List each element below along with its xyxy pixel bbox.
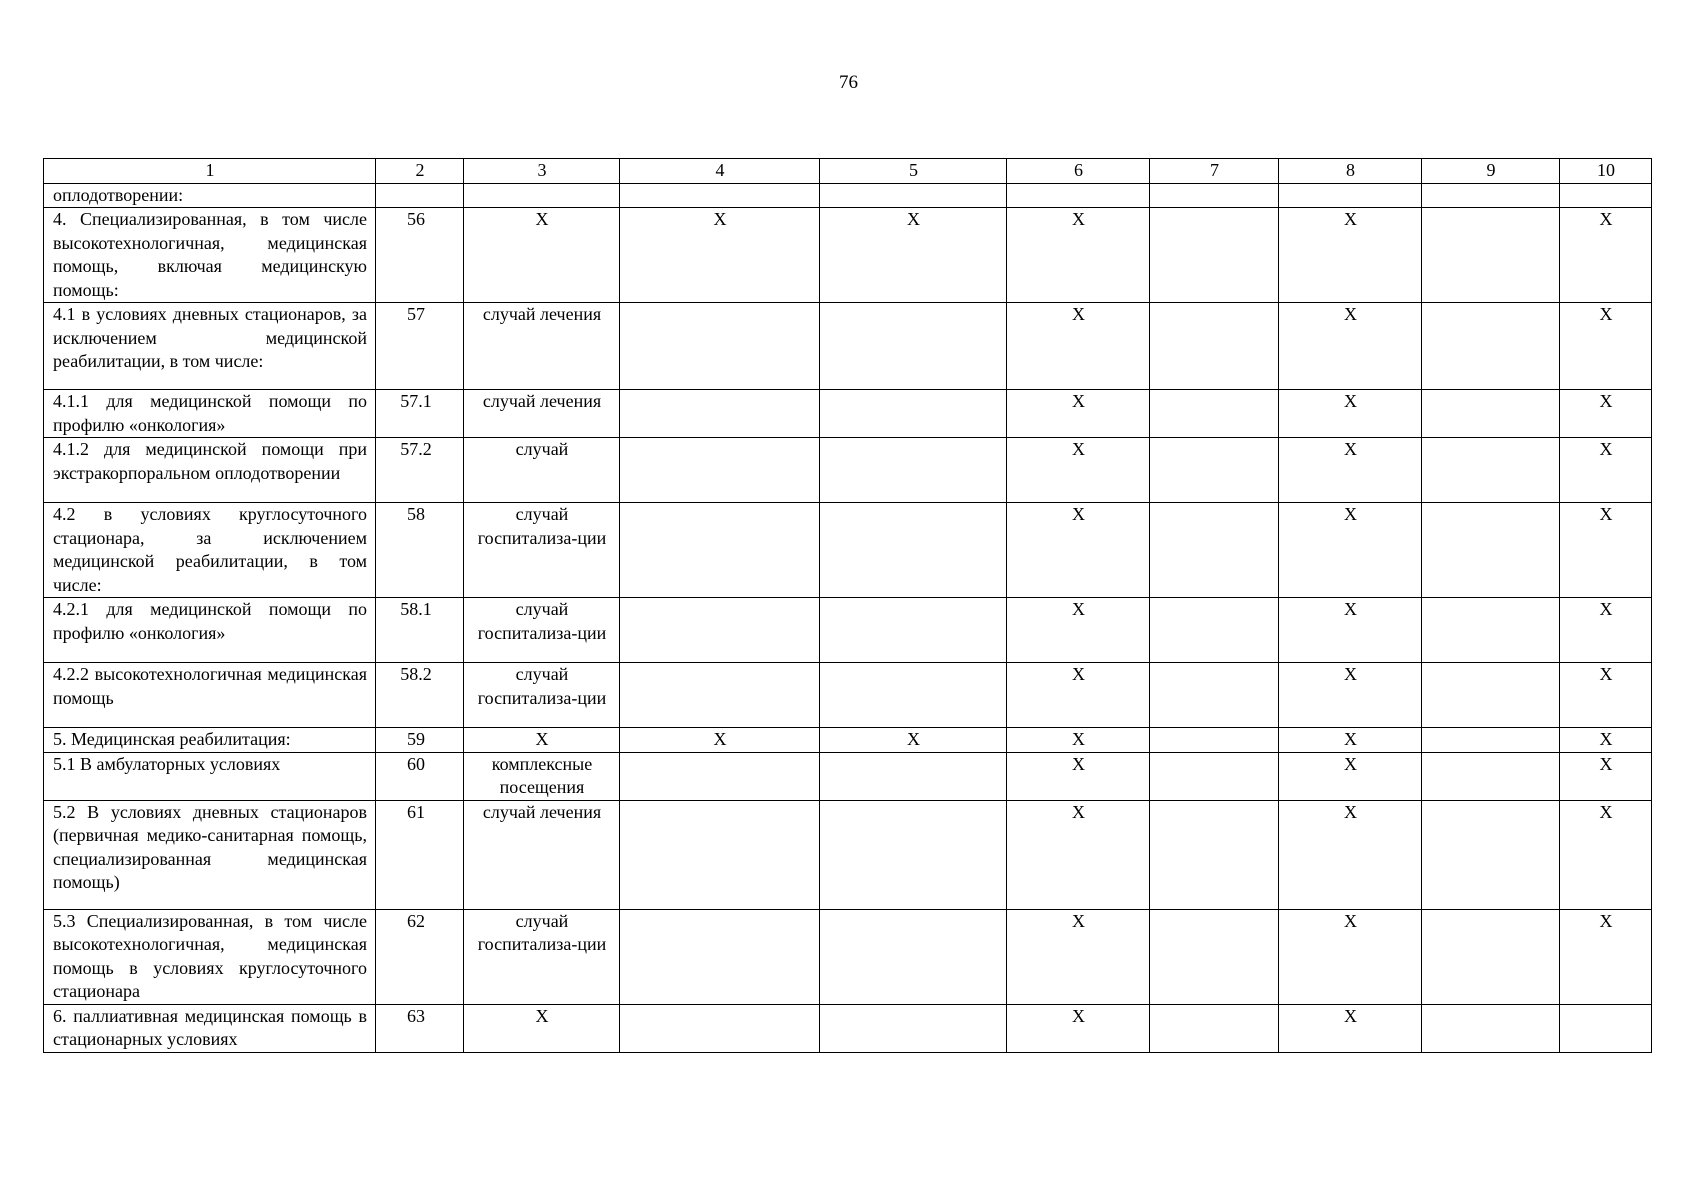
table-row [44,598,1652,663]
table-cell-col-10: Х [1560,800,1652,909]
table-cell-col-3: случай лечения [464,390,620,438]
table-cell-col-9 [1422,663,1560,728]
table-cell-col-7 [1150,598,1279,663]
table-cell-col-10: Х [1560,390,1652,438]
column-number-9: 9 [1422,159,1560,184]
table-cell-col-9 [1422,1004,1560,1052]
row-name: 4.2 в условиях круглосуточного стационара, за исключением медицинской реабилитации, в том числе: [44,503,376,598]
table-cell-col-8: Х [1279,752,1422,800]
table-row [44,663,1652,728]
table-cell-col-8: Х [1279,728,1422,753]
table-cell-col-7 [1150,208,1279,303]
table-cell-col-9 [1422,752,1560,800]
table-cell-col-3: случай госпитализа-ции [464,663,620,728]
table-cell-col-4: Х [620,728,820,753]
table-cell-col-6: Х [1007,390,1150,438]
row-code: 57.2 [376,438,464,503]
table-row [44,800,1652,909]
table-cell-col-8: Х [1279,800,1422,909]
table-cell-col-5 [820,800,1007,909]
table-row [44,390,1652,438]
row-code [376,183,464,208]
table-cell-col-9 [1422,503,1560,598]
column-number-1: 1 [44,159,376,184]
table-cell-col-9 [1422,800,1560,909]
table-cell-col-9 [1422,208,1560,303]
table-cell-col-8: Х [1279,438,1422,503]
table-cell-col-5: Х [820,728,1007,753]
table-row [44,303,1652,390]
table-cell-col-5 [820,909,1007,1004]
table-cell-col-5 [820,503,1007,598]
table-row [44,752,1652,800]
table-cell-col-8: Х [1279,1004,1422,1052]
table-cell-col-6: Х [1007,438,1150,503]
table-cell-col-10: Х [1560,303,1652,390]
table-cell-col-3: случай [464,438,620,503]
table-cell-col-4 [620,909,820,1004]
column-number-7: 7 [1150,159,1279,184]
table-cell-col-10: Х [1560,909,1652,1004]
table-row [44,208,1652,303]
table-cell-col-10: Х [1560,663,1652,728]
row-code: 61 [376,800,464,909]
table-cell-col-9 [1422,598,1560,663]
table-cell-col-5: Х [820,208,1007,303]
column-number-6: 6 [1007,159,1150,184]
table-cell-col-7 [1150,390,1279,438]
row-name: 4.1 в условиях дневных стационаров, за исключением медицинской реабилитации, в том числе: [44,303,376,390]
table-cell-col-8: Х [1279,303,1422,390]
row-name: 4. Специализированная, в том числе высокотехнологичная, медицинская помощь, включая медицинскую помощь: [44,208,376,303]
table-cell-col-9 [1422,909,1560,1004]
table-cell-col-4 [620,183,820,208]
column-number-3: 3 [464,159,620,184]
table-cell-col-6: Х [1007,800,1150,909]
table-cell-col-7 [1150,752,1279,800]
column-number-4: 4 [620,159,820,184]
data-table [43,158,1652,1053]
table-cell-col-5 [820,752,1007,800]
column-number-2: 2 [376,159,464,184]
table-cell-col-9 [1422,728,1560,753]
table-cell-col-7 [1150,303,1279,390]
table-cell-col-3: случай госпитализа-ции [464,503,620,598]
table-cell-col-6 [1007,183,1150,208]
row-name: 4.1.2 для медицинской помощи при экстракорпоральном оплодотворении [44,438,376,503]
table-cell-col-7 [1150,1004,1279,1052]
row-code: 57 [376,303,464,390]
table-cell-col-3: случай госпитализа-ции [464,909,620,1004]
table-row [44,728,1652,753]
table-cell-col-10: Х [1560,752,1652,800]
table-cell-col-10: Х [1560,728,1652,753]
table-cell-col-3: Х [464,208,620,303]
row-code: 58 [376,503,464,598]
table-row [44,1004,1652,1052]
table-cell-col-8: Х [1279,208,1422,303]
row-name: 5.3 Специализированная, в том числе высокотехнологичная, медицинская помощь в условиях круглосуточного стационара [44,909,376,1004]
table-cell-col-4 [620,303,820,390]
table-cell-col-7 [1150,800,1279,909]
table-cell-col-10 [1560,183,1652,208]
table-cell-col-6: Х [1007,303,1150,390]
table-row [44,183,1652,208]
table-cell-col-4 [620,800,820,909]
table-cell-col-4 [620,390,820,438]
column-number-5: 5 [820,159,1007,184]
table-cell-col-8: Х [1279,663,1422,728]
table-cell-col-8: Х [1279,909,1422,1004]
table-cell-col-5 [820,663,1007,728]
table-row [44,909,1652,1004]
table-cell-col-3: случай лечения [464,800,620,909]
table-cell-col-7 [1150,503,1279,598]
table-cell-col-6: Х [1007,1004,1150,1052]
table-cell-col-7 [1150,438,1279,503]
table-cell-col-6: Х [1007,663,1150,728]
table-cell-col-7 [1150,728,1279,753]
table-cell-col-5 [820,598,1007,663]
table-cell-col-5 [820,303,1007,390]
row-name: 4.2.2 высокотехнологичная медицинская помощь [44,663,376,728]
table-cell-col-6: Х [1007,728,1150,753]
table-cell-col-3: случай госпитализа-ции [464,598,620,663]
table-body [44,159,1652,1053]
table-cell-col-8: Х [1279,503,1422,598]
row-code: 59 [376,728,464,753]
row-name: 4.2.1 для медицинской помощи по профилю «онкология» [44,598,376,663]
table-cell-col-7 [1150,663,1279,728]
table-cell-col-3: случай лечения [464,303,620,390]
table-cell-col-10: Х [1560,438,1652,503]
table-cell-col-10: Х [1560,208,1652,303]
row-code: 60 [376,752,464,800]
table-cell-col-6: Х [1007,752,1150,800]
table-row [44,503,1652,598]
table-cell-col-4: Х [620,208,820,303]
table-cell-col-9 [1422,390,1560,438]
row-name: 6. паллиативная медицинская помощь в стационарных условиях [44,1004,376,1052]
table-cell-col-8 [1279,183,1422,208]
table-cell-col-9 [1422,303,1560,390]
table-cell-col-6: Х [1007,208,1150,303]
table-cell-col-4 [620,598,820,663]
row-code: 62 [376,909,464,1004]
table-cell-col-3 [464,183,620,208]
table-cell-col-3: Х [464,728,620,753]
table-cell-col-7 [1150,909,1279,1004]
table-cell-col-8: Х [1279,390,1422,438]
table-cell-col-5 [820,183,1007,208]
table-cell-col-5 [820,438,1007,503]
table-cell-col-4 [620,752,820,800]
table-cell-col-8: Х [1279,598,1422,663]
table-cell-col-4 [620,503,820,598]
row-name: 4.1.1 для медицинской помощи по профилю «онкология» [44,390,376,438]
row-name: 5.2 В условиях дневных стационаров (первичная медико-санитарная помощь, специализированная медицинская помощь) [44,800,376,909]
table-cell-col-5 [820,1004,1007,1052]
table-cell-col-9 [1422,438,1560,503]
column-number-8: 8 [1279,159,1422,184]
column-number-row [44,159,1652,184]
table-cell-col-3: комплексные посещения [464,752,620,800]
row-code: 63 [376,1004,464,1052]
page-number: 76 [839,72,858,93]
row-code: 57.1 [376,390,464,438]
table-cell-col-10: Х [1560,503,1652,598]
table-row [44,438,1652,503]
table-cell-col-7 [1150,183,1279,208]
row-name: 5.1 В амбулаторных условиях [44,752,376,800]
row-code: 56 [376,208,464,303]
table-cell-col-10: Х [1560,598,1652,663]
row-name: 5. Медицинская реабилитация: [44,728,376,753]
table-cell-col-9 [1422,183,1560,208]
row-name: оплодотворении: [44,183,376,208]
row-code: 58.2 [376,663,464,728]
table-cell-col-6: Х [1007,909,1150,1004]
table-cell-col-4 [620,1004,820,1052]
table-cell-col-10 [1560,1004,1652,1052]
column-number-10: 10 [1560,159,1652,184]
table-cell-col-4 [620,438,820,503]
table-cell-col-6: Х [1007,503,1150,598]
table-cell-col-4 [620,663,820,728]
table-cell-col-3: Х [464,1004,620,1052]
row-code: 58.1 [376,598,464,663]
table-cell-col-5 [820,390,1007,438]
table-cell-col-6: Х [1007,598,1150,663]
